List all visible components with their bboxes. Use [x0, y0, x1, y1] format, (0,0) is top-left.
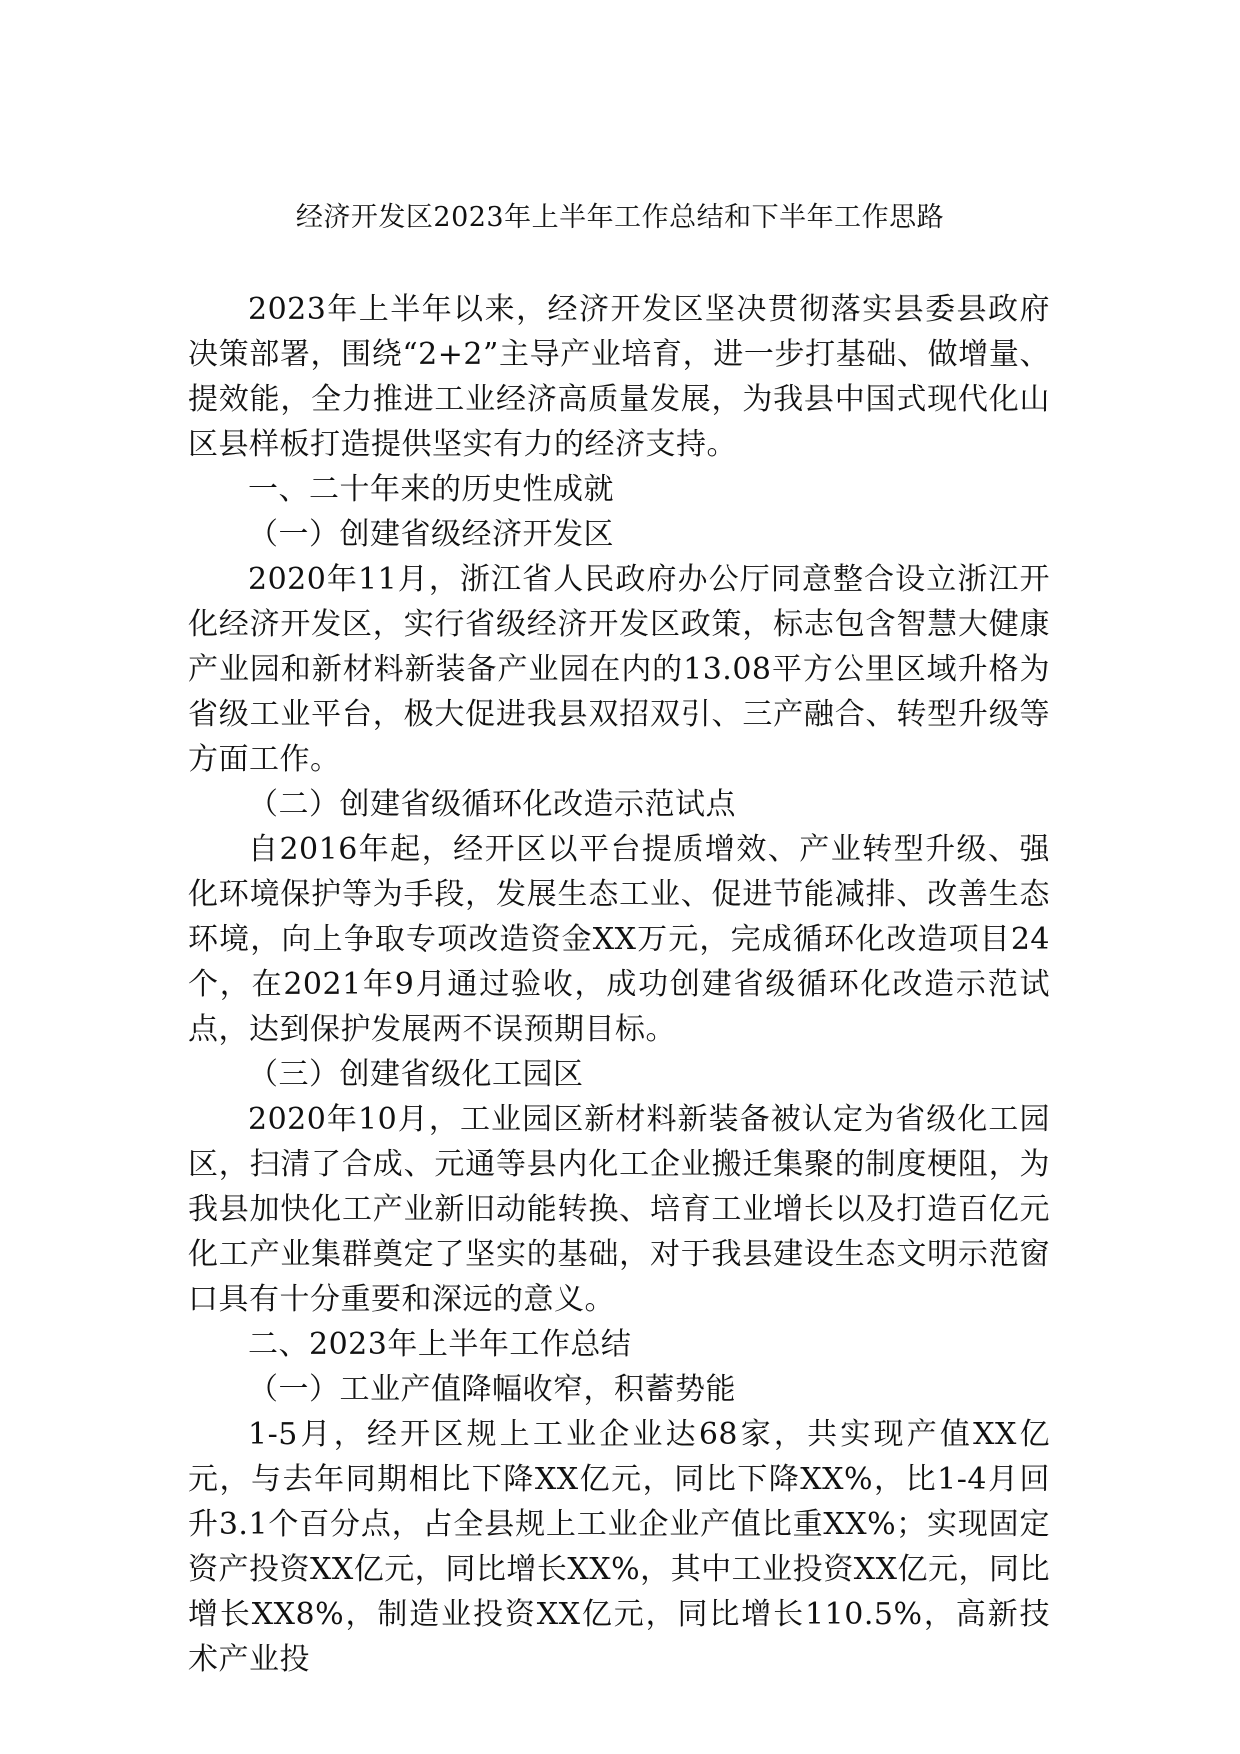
subsection-heading-1-1: （一）创建省级经济开发区: [248, 517, 614, 552]
section-heading-2: 二、2023年上半年工作总结: [248, 1327, 632, 1362]
subsection-heading-1-3: （三）创建省级化工园区: [248, 1057, 584, 1092]
paragraph-1-2: 自2016年起，经开区以平台提质增效、产业转型升级、强化环境保护等为手段，发展生态工业、促进节能减排、改善生态环境，向上争取专项改造资金XX万元，完成循环化改造项目24个，在2021年9月通过验收，成功创建省级循环化改造示范试点，达到保护发展两不误预期目标。: [188, 832, 1050, 1047]
paragraph-1-1: 2020年11月，浙江省人民政府办公厅同意整合设立浙江开化经济开发区，实行省级经济开发区政策，标志包含智慧大健康产业园和新材料新装备产业园在内的13.08平方公里区域升格为省级工业平台，极大促进我县双招双引、三产融合、转型升级等方面工作。: [188, 562, 1050, 777]
paragraph-2-1: 1-5月，经开区规上工业企业达68家，共实现产值XX亿元，与去年同期相比下降XX亿元，同比下降XX%，比1-4月回升3.1个百分点，占全县规上工业企业产值比重XX%；实现固定资产投资XX亿元，同比增长XX%，其中工业投资XX亿元，同比增长XX8%，制造业投资XX亿元，同比增长110.5%，高新技术产业投: [188, 1417, 1050, 1677]
subsection-heading-2-1: （一）工业产值降幅收窄，积蓄势能: [248, 1372, 736, 1407]
document-title: 经济开发区2023年上半年工作总结和下半年工作思路: [295, 202, 945, 233]
paragraph-1-3: 2020年10月，工业园区新材料新装备被认定为省级化工园区，扫清了合成、元通等县内化工企业搬迁集聚的制度梗阻，为我县加快化工产业新旧动能转换、培育工业增长以及打造百亿元化工产业集群奠定了坚实的基础，对于我县建设生态文明示范窗口具有十分重要和深远的意义。: [188, 1102, 1050, 1317]
subsection-heading-1-2: （二）创建省级循环化改造示范试点: [248, 787, 736, 822]
document-body: [188, 287, 1050, 1682]
paragraph-intro: 2023年上半年以来，经济开发区坚决贯彻落实县委县政府决策部署，围绕“2+2”主导产业培育，进一步打基础、做增量、提效能，全力推进工业经济高质量发展，为我县中国式现代化山区县样板打造提供坚实有力的经济支持。: [188, 292, 1050, 462]
section-heading-1: 一、二十年来的历史性成就: [248, 472, 614, 507]
